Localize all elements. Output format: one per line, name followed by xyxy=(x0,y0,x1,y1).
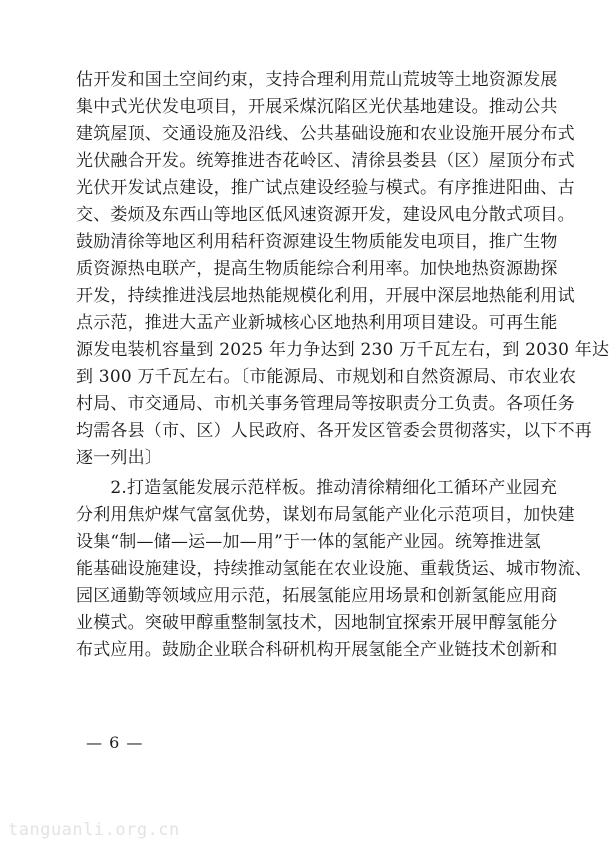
body-line: 均需各县（市、区）人民政府、各开发区管委会贯彻落实，以下不再 xyxy=(76,421,592,441)
section-heading-line: 2.打造氢能发展示范样板。推动清徐精细化工循环产业园充 xyxy=(76,478,558,498)
body-line: 光伏融合开发。统筹推进杏花岭区、清徐县娄县（区）屋顶分布式 xyxy=(76,151,575,171)
body-line: 能基础设施建设，持续推动氢能在农业设施、重载货运、城市物流、 xyxy=(76,559,592,579)
body-line: 源发电装机容量到 2025 年力争达到 230 万千瓦左右，到 2030 年达 xyxy=(76,340,609,360)
body-line: 集中式光伏发电项目，开展采煤沉陷区光伏基地建设。推动公共 xyxy=(76,97,558,117)
body-line: 交、娄烦及东西山等地区低风速资源开发，建设风电分散式项目。 xyxy=(76,205,575,225)
body-line: 分利用焦炉煤气富氢优势，谋划布局氢能产业化示范项目，加快建 xyxy=(76,505,575,525)
body-line: 到 300 万千瓦左右。〔市能源局、市规划和自然资源局、市农业农 xyxy=(76,367,577,387)
body-line: 设集“制—储—运—加—用”于一体的氢能产业园。统筹推进氢 xyxy=(76,532,541,552)
body-line: 逐一列出〕 xyxy=(76,448,162,468)
page-number: — 6 — xyxy=(86,733,144,752)
body-line: 鼓励清徐等地区利用秸秆资源建设生物质能发电项目，推广生物 xyxy=(76,232,558,252)
body-line: 质资源热电联产，提高生物质能综合利用率。加快地热资源勘探 xyxy=(76,259,558,279)
body-line: 村局、市交通局、市机关事务管理局等按职责分工负责。各项任务 xyxy=(76,394,575,414)
body-line: 建筑屋顶、交通设施及沿线、公共基础设施和农业设施开展分布式 xyxy=(76,124,575,144)
body-line: 园区通勤等领域应用示范，拓展氢能应用场景和创新氢能应用商 xyxy=(76,586,558,606)
body-line: 点示范，推进大盂产业新城核心区地热利用项目建设。可再生能 xyxy=(76,313,558,333)
watermark: tanguanli.org.cn xyxy=(8,820,180,840)
body-line: 光伏开发试点建设，推广试点建设经验与模式。有序推进阳曲、古 xyxy=(76,178,575,198)
body-line: 业模式。突破甲醇重整制氢技术，因地制宜探索开展甲醇氢能分 xyxy=(76,613,558,633)
body-line: 估开发和国土空间约束，支持合理利用荒山荒坡等土地资源发展 xyxy=(76,70,558,90)
body-line: 开发，持续推进浅层地热能规模化利用，开展中深层地热能利用试 xyxy=(76,286,575,306)
body-line: 布式应用。鼓励企业联合科研机构开展氢能全产业链技术创新和 xyxy=(76,640,558,660)
